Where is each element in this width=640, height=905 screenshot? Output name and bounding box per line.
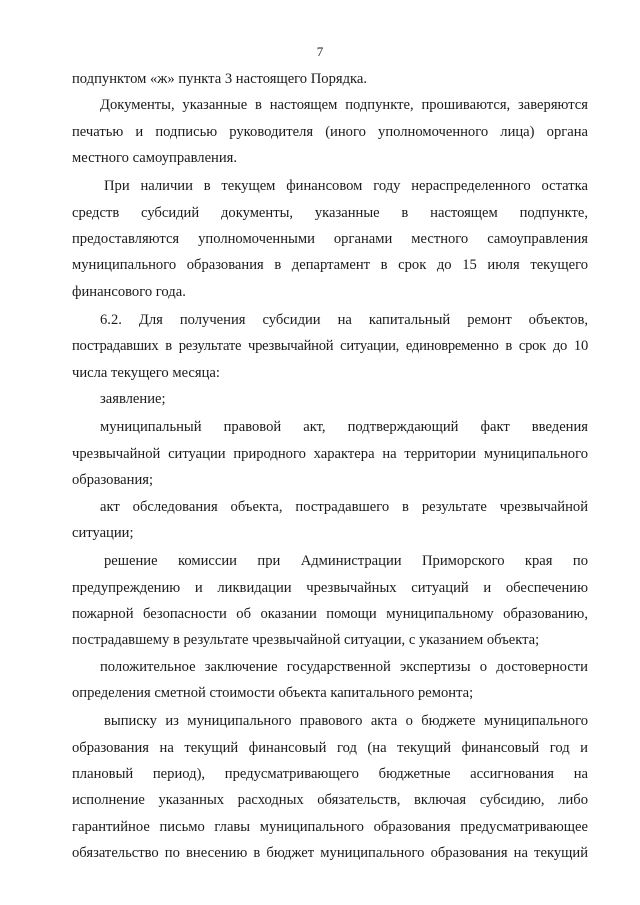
paragraph-documents-binding (72, 92, 588, 171)
text-line: печатью и подписью руководителя (иного уполномоченного лица) органа (72, 123, 588, 140)
text-line: Документы, указанные в настоящем подпункте, прошиваются, заверяются (100, 97, 588, 114)
paragraph-remaining-funds (72, 173, 588, 305)
text-line: При наличии в текущем финансовом году нераспределенного остатка (104, 178, 588, 195)
text-line: предупреждению и ликвидации чрезвычайных ситуаций и обеспечению (72, 579, 588, 596)
text-line: пожарной безопасности об оказании помощи муниципальному образованию, (72, 605, 588, 622)
text-line: 6.2. Для получения субсидии на капитальный ремонт объектов, (100, 312, 588, 329)
text-line: решение комиссии при Администрации Приморского края по (104, 553, 588, 570)
text-line: муниципального образования в департамент в срок до 15 июля текущего (72, 257, 588, 274)
paragraph-continuation (72, 66, 588, 92)
paragraph-application (72, 386, 588, 412)
paragraph-commission-decision (72, 548, 588, 653)
text-line: обязательство по внесению в бюджет муниципального образования на текущий (72, 844, 588, 861)
text-line: числа текущего месяца: (72, 364, 220, 381)
text-line: образования; (72, 472, 154, 489)
text-line: выписку из муниципального правового акта о бюджете муниципального (104, 713, 588, 730)
paragraph-budget-extract (72, 708, 588, 866)
text-line: положительное заключение государственной экспертизы о достоверности (100, 658, 588, 675)
paragraph-inspection-act (72, 494, 588, 547)
text-line: финансового года. (72, 283, 186, 300)
text-line: плановый период), предусматривающего бюджетные ассигнования на (72, 765, 588, 782)
page-number: 7 (316, 44, 324, 59)
text-line: гарантийное письмо главы муниципального образования предусматривающее (72, 818, 588, 835)
text-line: определения сметной стоимости объекта капитального ремонта; (72, 684, 474, 701)
text-line: пострадавших в результате чрезвычайной ситуации, единовременно в срок до 10 (72, 338, 588, 355)
text-line: подпунктом «ж» пункта 3 настоящего Порядка. (72, 71, 368, 87)
text-line: муниципальный правовой акт, подтверждающий факт введения (100, 419, 588, 436)
text-line: образования на текущий финансовый год (на текущий финансовый год и (72, 739, 588, 756)
paragraph-expertise-conclusion (72, 654, 588, 707)
text-line: местного самоуправления. (72, 150, 238, 167)
paragraph-6-2 (72, 307, 588, 386)
text-line: предоставляются уполномоченными органами местного самоуправления (72, 231, 588, 248)
text-line: акт обследования объекта, пострадавшего в результате чрезвычайной (100, 498, 588, 515)
document-body (72, 66, 588, 866)
text-line: средств субсидий документы, указанные в настоящем подпункте, (72, 204, 588, 221)
text-line: ситуации; (72, 524, 134, 541)
paragraph-municipal-act (72, 414, 588, 493)
text-line: исполнение указанных расходных обязательств, включая субсидию, либо (72, 792, 588, 809)
text-line: пострадавшему в результате чрезвычайной ситуации, с указанием объекта; (72, 632, 540, 649)
text-line: чрезвычайной ситуации природного характера на территории муниципального (72, 445, 588, 462)
text-line: заявление; (100, 391, 166, 408)
